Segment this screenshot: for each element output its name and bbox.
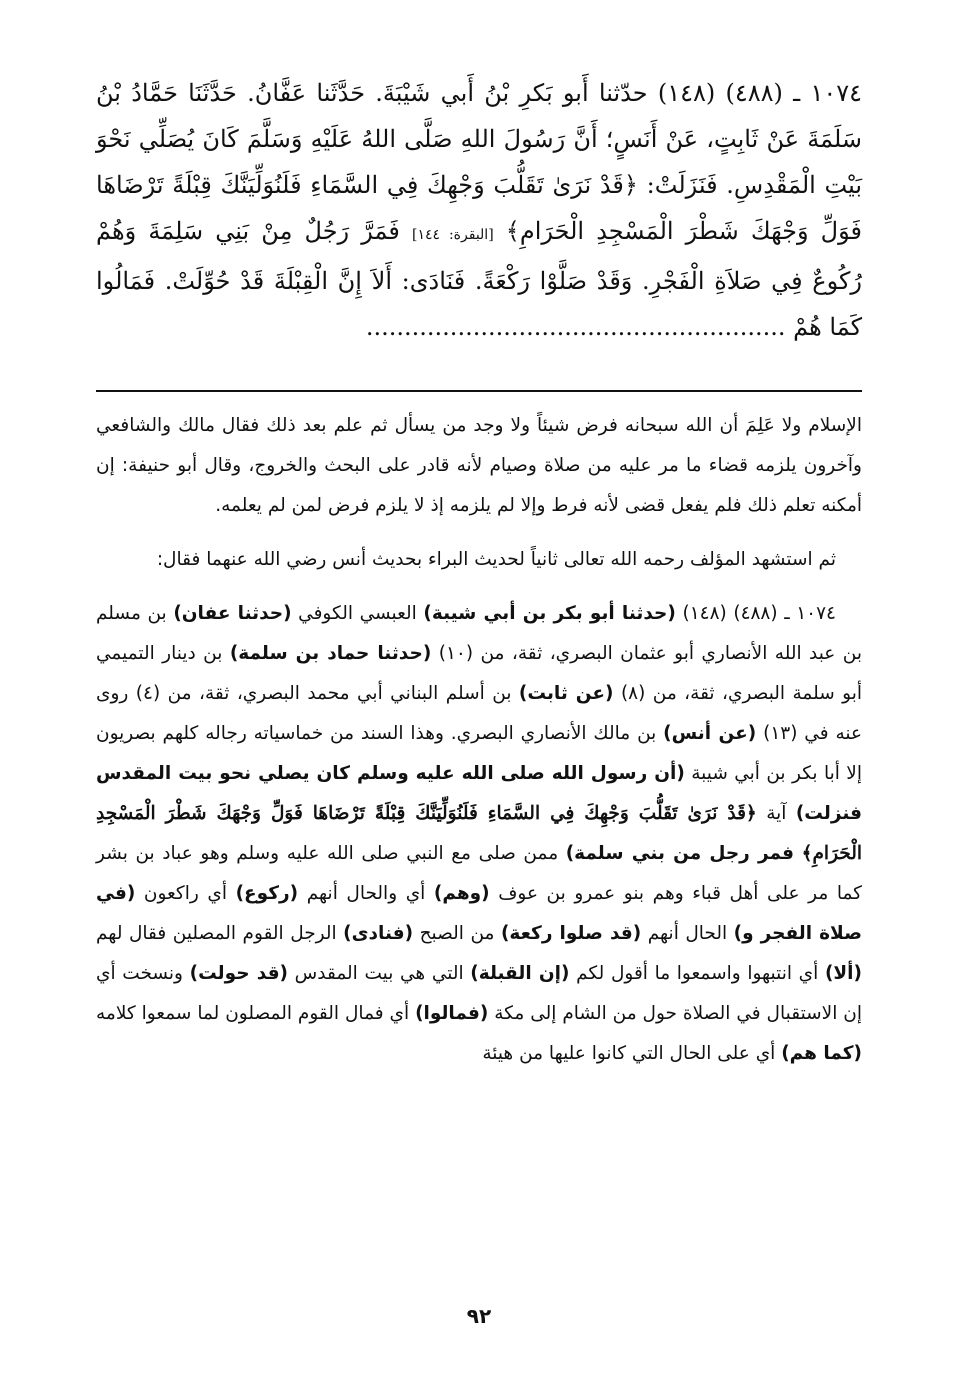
quran-verse: ﴿قَدْ نَرَىٰ تَقَلُّبَ وَجْهِكَ فِي السَّمَاءِ فَلَنُوَلِّيَنَّكَ قِبْلَةً تَرْضَاهَا فَوَلِّ وَجْهَكَ شَطْرَ الْمَسْجِدِ الْحَرَامِ﴾: [96, 171, 862, 245]
commentary-text: بن مالك الأنصاري البصري. وهذا السند من خماسياته رجاله كلهم بصريون إلا أبا بكر بن أبي شيبة: [96, 723, 862, 784]
commentary-text: أي انتبهوا واسمعوا ما أقول لكم: [569, 963, 825, 984]
commentary-text: الرجل القوم المصلين فقال لهم: [96, 923, 344, 944]
commentary-text: من الصبح: [413, 923, 501, 944]
commentary-text: ممن صلى مع النبي صلى الله عليه وسلم وهو عباد بن بشر كما مر على أهل قباء وهم بنو عمرو بن عوف: [96, 843, 862, 904]
commentary-text: [794, 843, 802, 864]
commentary-text: أي فمال القوم المصلون لما سمعوا كلامه: [96, 1003, 416, 1024]
narrator-bold: (حدثنا أبو بكر بن أبي شيبة): [423, 603, 676, 624]
matn-bold: (كما هم): [781, 1043, 862, 1064]
matn-bold: (فمالوا): [415, 1003, 489, 1024]
narrator-bold: (عن ثابت): [518, 683, 614, 704]
commentary-text: آية: [756, 803, 796, 824]
matn-bold: (أن رسول الله صلى الله عليه وسلم كان يصلي نحو بيت المقدس فنزلت): [96, 763, 863, 824]
commentary: [96, 406, 862, 1074]
matn-bold: (ركوع): [235, 883, 299, 904]
matn-bold: (إن القبلة): [470, 963, 570, 984]
commentary-text: أي على الحال التي كانوا عليها من هيئة: [482, 1043, 782, 1064]
narrator-bold: (حدثنا حماد بن سلمة): [229, 643, 432, 664]
commentary-text: العبسي الكوفي: [291, 603, 424, 624]
hadith-number: ١٠٧٤ ـ (٤٨٨) (١٤٨): [675, 603, 836, 624]
page: [96, 70, 862, 1360]
footnote-separator: [96, 390, 862, 392]
commentary-paragraph-1: الإسلام ولا عَلِمَ أن الله سبحانه فرض شيئاً ولا وجد من يسأل ثم علم بعد ذلك فقال مالك والشافعي وآخرون يلزمه قضاء ما مر عليه من صلاة وصيام لأنه قادر على البحث والخروج، وقال أبو حنيفة: إن أمكنه تعلم ذلك فلم يفعل قضى لأنه فرط وإلا لم يلزمه إذ لا يلزم فرض لمن لم يعلمه.: [96, 415, 862, 516]
commentary-paragraph-2: ثم استشهد المؤلف رحمه الله تعالى ثانياً لحديث البراء بحديث أنس رضي الله عنهما فقال:: [156, 549, 836, 570]
commentary-text: أي والحال أنهم: [298, 883, 434, 904]
narrator-bold: (عن أنس): [663, 723, 757, 744]
verse-reference: [البقرة: ١٤٤]: [411, 227, 494, 243]
matn-bold: (قد صلوا ركعة): [500, 923, 642, 944]
ellipsis-dots: .......................................................: [365, 313, 786, 341]
narrator-bold: (حدثنا عفان): [173, 603, 292, 624]
matn-bold: (في صلاة الفجر و): [96, 883, 862, 944]
commentary-text: الحال أنهم: [641, 923, 734, 944]
commentary-text: ونسخت أي إن الاستقبال في الصلاة حول من الشام إلى مكة: [96, 963, 862, 1024]
commentary-text: التي هي بيت المقدس: [288, 963, 471, 984]
matn-bold: (ألا): [824, 963, 862, 984]
commentary-paragraph-3: [96, 594, 862, 1074]
hadith-continuation: فَمَرَّ رَجُلٌ مِنْ بَنِي سَلِمَةَ وَهُمْ رُكُوعٌ فِي صَلاَةِ الْفَجْرِ. وَقَدْ صَلَّوْا رَكْعَةً. فَنَادَى: أَلاَ إِنَّ الْقِبْلَةَ قَدْ حُوِّلَتْ. فَمَالُوا كَمَا هُمْ: [96, 217, 862, 341]
matn-bold: (وهم): [433, 883, 490, 904]
matn-bold: (قد حولت): [189, 963, 289, 984]
hadith-intro: ١٠٧٤ ـ (٤٨٨) (١٤٨) حدّثنا أَبو بَكرِ بْنُ أَبي شَيْبَةَ. حَدَّثَنا عَفَّانُ. حَدَّثَنَا حَمَّادُ بْنُ سَلَمَةَ عَنْ ثَابِتٍ، عَنْ أَنَسٍ؛ أَنَّ رَسُولَ اللهِ صَلَّى اللهُ عَلَيْهِ وَسَلَّمَ كَانَ يُصَلِّي نَحْوَ بَيْتِ الْمَقْدِسِ. فَنَزَلَتْ:: [96, 79, 862, 199]
matn-bold: فمر رجل من بني سلمة): [565, 843, 795, 864]
matn-bold: (فنادى): [343, 923, 414, 944]
quran-verse-bold: ﴿قَدْ نَرَىٰ تَقَلُّبَ وَجْهِكَ فِي السَّمَاءِ فَلَنُوَلِّيَنَّكَ قِبْلَةً تَرْضَاهَا فَوَلِّ وَجْهَكَ شَطْرَ الْمَسْجِدِ الْحَرَامِ﴾: [96, 803, 863, 864]
commentary-text: بن دينار التميمي أبو سلمة البصري، ثقة، من (٨): [96, 643, 863, 704]
commentary-text: بن مسلم بن عبد الله الأنصاري أبو عثمان البصري، ثقة، من (١٠): [96, 603, 863, 664]
commentary-text: بن أسلم البناني أبي محمد البصري، ثقة، من (٤) روى عنه في (١٣): [96, 683, 862, 744]
hadith-text: [96, 70, 862, 350]
commentary-text: أي راكعون: [135, 883, 236, 904]
page-number: ٩٢: [466, 1304, 492, 1328]
